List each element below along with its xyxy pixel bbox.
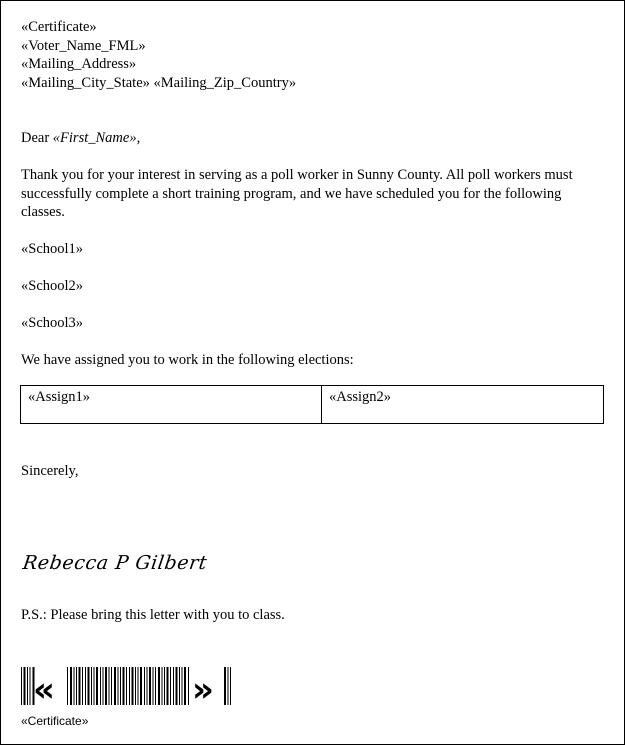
school-1-field: «School1»: [21, 241, 84, 257]
barcode-bar: [138, 667, 139, 705]
school-3-field: «School3»: [21, 315, 84, 331]
barcode-bar: [170, 667, 171, 705]
greeting-line: [21, 129, 140, 147]
barcode-bar: [82, 667, 83, 705]
barcode-bar: [120, 667, 121, 705]
barcode-bar: [147, 667, 148, 705]
barcode-bar: [109, 667, 110, 705]
barcode-bar: [94, 667, 95, 705]
barcode-bar: [105, 667, 107, 705]
barcode-bar: [173, 667, 174, 705]
barcode-bar: [149, 667, 151, 705]
address-block: [21, 18, 296, 92]
address-line-mailing-address: «Mailing_Address»: [21, 56, 137, 72]
assignment-cell-2: «Assign2»: [322, 386, 604, 424]
address-line-city-zip: «Mailing_City_State» «Mailing_Zip_Country»: [21, 74, 297, 91]
barcode-bar: [155, 667, 156, 705]
barcode-bar: [114, 667, 116, 705]
barcode-bar: [100, 667, 101, 705]
body-paragraph: Thank you for your interest in serving as a poll worker in Sunny County. All poll workers must successfully complete a short training program, and we have scheduled you for the following classes.: [21, 167, 573, 220]
barcode-bar: [70, 667, 72, 705]
barcode-bar: [21, 667, 22, 705]
barcode-bar: [184, 667, 186, 705]
barcode-open-glyph: «: [33, 670, 55, 705]
barcode-bar: [85, 667, 86, 705]
barcode-bar: [30, 667, 31, 705]
closing: Sincerely,: [21, 463, 79, 479]
barcode-bar: [158, 667, 160, 705]
assignment-table: [20, 385, 604, 424]
barcode-close-glyph: »: [192, 670, 214, 705]
barcode-bar: [162, 667, 163, 705]
barcode-bar: [123, 667, 125, 705]
barcode-bar: [118, 667, 119, 705]
greeting-first-name-field: «First_Name»,: [52, 130, 141, 146]
barcode-bar: [167, 667, 169, 705]
barcode-bar: [126, 667, 127, 705]
greeting-prefix: Dear: [21, 130, 53, 146]
barcode-bar: [27, 667, 28, 705]
barcode-bar: [88, 667, 90, 705]
barcode-bar: [24, 667, 26, 705]
barcode-bar: [91, 667, 92, 705]
barcode-graphic: [21, 667, 233, 705]
barcode-bar: [188, 667, 189, 705]
barcode-bar: [140, 667, 142, 705]
barcode-bar: [176, 667, 178, 705]
barcode-caption: «Certificate»: [21, 714, 89, 728]
barcode-bar: [132, 667, 134, 705]
barcode-bar: [79, 667, 81, 705]
barcode-bar: [179, 667, 180, 705]
barcode-bar: [230, 667, 231, 705]
postscript: P.S.: Please bring this letter with you to class.: [21, 607, 285, 623]
barcode-bar: [129, 667, 130, 705]
barcode-bar: [67, 667, 68, 705]
barcode-bar: [74, 667, 75, 705]
barcode-bar: [144, 667, 145, 705]
barcode-bar: [224, 667, 226, 705]
barcode-bar: [164, 667, 165, 705]
address-line-certificate: «Certificate»: [21, 19, 97, 35]
barcode: [21, 667, 233, 705]
assignment-row: [21, 386, 604, 424]
signature: Rebecca P Gilbert: [21, 552, 209, 574]
barcode-bar: [135, 667, 136, 705]
barcode-bar: [103, 667, 104, 705]
assignment-cell-1: «Assign1»: [21, 386, 322, 424]
assignment-intro: We have assigned you to work in the following elections:: [21, 352, 354, 368]
address-line-voter-name: «Voter_Name_FML»: [21, 37, 146, 54]
barcode-bar: [111, 667, 112, 705]
school-2-field: «School2»: [21, 278, 84, 294]
barcode-bar: [96, 667, 98, 705]
barcode-bar: [182, 667, 183, 705]
barcode-bar: [228, 667, 229, 705]
barcode-bar: [76, 667, 77, 705]
barcode-bar: [153, 667, 154, 705]
